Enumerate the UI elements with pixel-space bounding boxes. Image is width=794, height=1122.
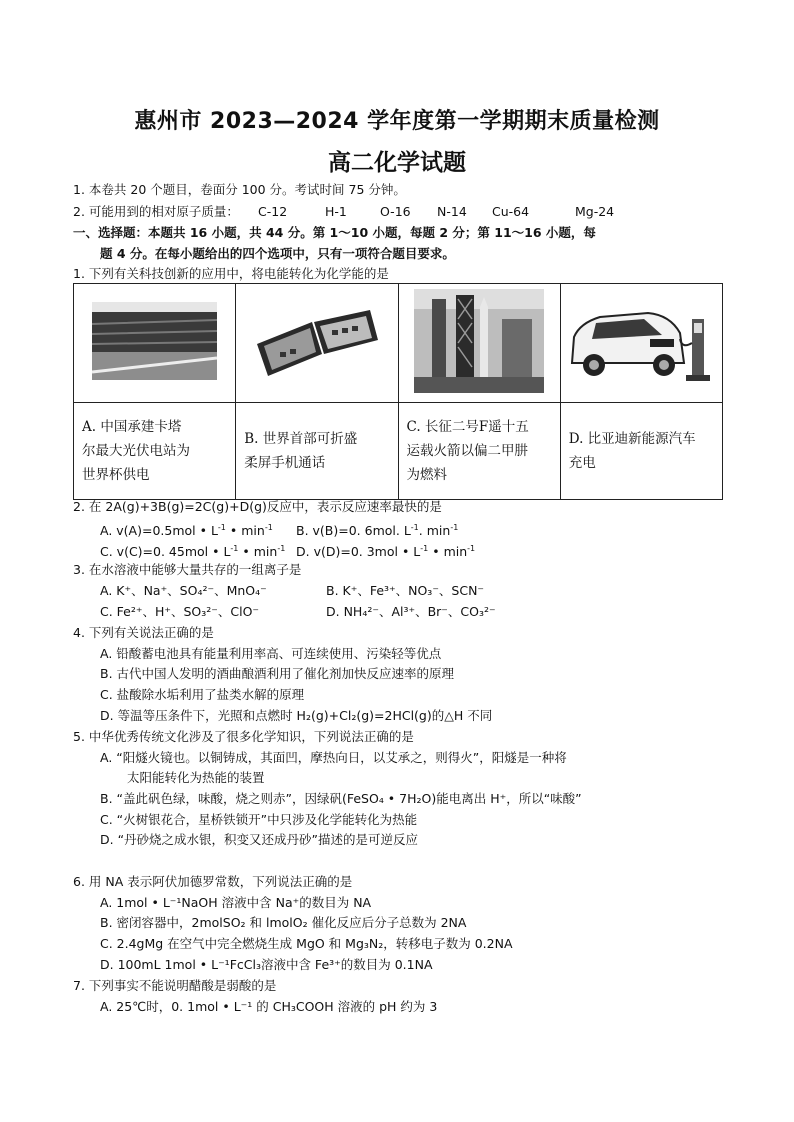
section-heading-line1: 一、选择题：本题共 16 小题，共 44 分。第 1～10 小题，每题 2 分；第 11～16 小题，每: [73, 225, 596, 240]
q3-option-c: C. Fe²⁺、H⁺、SO₃²⁻、ClO⁻: [100, 604, 260, 619]
q5-option-b: B. “盖此矾色绿，味酸，烧之则赤”，因绿矾(FeSO₄ • 7H₂O)能电离出 H⁺，所以“味酸”: [100, 791, 582, 806]
q2-option-a-exp1: -1: [217, 523, 226, 532]
q2-option-a-unit: • min: [225, 523, 265, 539]
q2-option-c: [100, 540, 285, 561]
mass-c: C-12: [258, 204, 288, 219]
q5-option-c: C. “火树银花合，星桥铁锁开”中只涉及化学能转化为热能: [100, 812, 418, 827]
q1-option-c-line1: C. 长征二号F遥十五: [406, 419, 529, 435]
q2-option-b-exp2: -1: [450, 523, 459, 532]
q1-option-a: [74, 403, 236, 500]
q3-option-a: A. K⁺、Na⁺、SO₄²⁻、MnO₄⁻: [100, 583, 267, 598]
mass-h: H-1: [325, 204, 347, 219]
exam-subtitle: 高二化学试题: [328, 150, 466, 176]
q2-option-c-text: C. v(C)=0. 45mol • L: [100, 544, 231, 560]
q1-option-d: [560, 403, 722, 500]
q5-option-a-line1: A. “阳燧火镜也。以铜铸成，其面凹，摩热向日，以艾承之，则得火”，阳燧是一种将: [100, 750, 567, 765]
q2-option-b: [296, 519, 458, 540]
q2-option-b-text: B. v(B)=0. 6mol. L: [296, 523, 411, 539]
q2-option-d-exp1: -1: [420, 544, 429, 553]
q2-option-b-unit: . min: [418, 523, 451, 539]
q1-image-c: [398, 284, 560, 403]
q2-option-a: [100, 519, 273, 540]
q1-option-a-line3: 世界杯供电: [82, 467, 150, 483]
q4-option-a: A. 铅酸蓄电池具有能量利用率高、可连续使用、污染轻等优点: [100, 646, 442, 661]
section-heading-line2: 题 4 分。在每小题给出的四个选项中，只有一项符合题目要求。: [100, 246, 455, 261]
solar-field-image: [92, 302, 217, 380]
q1-option-b-line2: 柔屏手机通话: [244, 455, 326, 471]
q4-option-d: D. 等温等压条件下，光照和点燃时 H₂(g)+Cl₂(g)=2HCl(g)的△H 不同: [100, 708, 493, 723]
q2-stem: 2. 在 2A(g)+3B(g)=2C(g)+D(g)反应中，表示反应速率最快的是: [73, 499, 442, 514]
q1-option-a-line2: 尔最大光伏电站为: [82, 443, 190, 459]
foldable-phone-image: [252, 304, 382, 378]
q4-option-b: B. 古代中国人发明的酒曲酿酒利用了催化剂加快反应速率的原理: [100, 666, 455, 681]
mass-n: N-14: [437, 204, 467, 219]
q1-option-d-line2: 充电: [568, 455, 596, 471]
q1-option-c-line3: 为燃料: [406, 467, 447, 483]
q4-option-c: C. 盐酸除水垢利用了盐类水解的原理: [100, 687, 305, 702]
q2-option-d-exp2: -1: [467, 544, 476, 553]
q1-option-a-line1: A. 中国承建卡塔: [82, 419, 182, 435]
q5-option-a-line2: 太阳能转化为热能的装置: [127, 770, 265, 785]
q2-option-d: [296, 540, 475, 561]
q2-option-a-exp2: -1: [264, 523, 273, 532]
q3-stem: 3. 在水溶液中能够大量共存的一组离子是: [73, 562, 302, 577]
mass-cu: Cu-64: [492, 204, 530, 219]
q1-image-a: [74, 284, 236, 403]
q6-option-d: D. 100mL 1mol • L⁻¹FcCl₃溶液中含 Fe³⁺的数目为 0.1NA: [100, 957, 433, 972]
q5-stem: 5. 中华优秀传统文化涉及了很多化学知识，下列说法正确的是: [73, 729, 414, 744]
rocket-launch-image: [414, 289, 544, 393]
q2-option-d-text: D. v(D)=0. 3mol • L: [296, 544, 421, 560]
ev-charging-image: [566, 293, 716, 389]
q2-option-c-exp1: -1: [230, 544, 239, 553]
q3-option-d: D. NH₄²⁻、Al³⁺、Br⁻、CO₃²⁻: [326, 604, 496, 619]
mass-mg: Mg-24: [575, 204, 615, 219]
q1-option-table: [73, 283, 723, 500]
exam-title: 惠州市 2023—2024 学年度第一学期期末质量检测: [134, 109, 660, 134]
instruction-2: 2. 可能用到的相对原子质量：: [73, 204, 239, 219]
mass-o: O-16: [380, 204, 411, 219]
q1-option-d-line1: D. 比亚迪新能源汽车: [568, 431, 696, 447]
q7-option-a: A. 25℃时，0. 1mol • L⁻¹ 的 CH₃COOH 溶液的 pH 约为 3: [100, 999, 438, 1014]
q2-option-a-text: A. v(A)=0.5mol • L: [100, 523, 218, 539]
q1-option-c: [398, 403, 560, 500]
q1-option-b: [236, 403, 398, 500]
q2-option-c-exp2: -1: [277, 544, 286, 553]
q1-image-b: [236, 284, 398, 403]
q2-option-c-unit: • min: [238, 544, 278, 560]
q1-option-b-line1: B. 世界首部可折盛: [244, 431, 358, 447]
q5-option-d: D. “丹砂烧之成水银，积变又还成丹砂”描述的是可逆反应: [100, 832, 419, 847]
q2-option-d-unit: • min: [428, 544, 468, 560]
q6-option-a: A. 1mol • L⁻¹NaOH 溶液中含 Na⁺的数目为 NA: [100, 895, 372, 910]
q6-option-c: C. 2.4gMg 在空气中完全燃烧生成 MgO 和 Mg₃N₂，转移电子数为 0.2NA: [100, 936, 513, 951]
q1-stem: 1. 下列有关科技创新的应用中，将电能转化为化学能的是: [73, 266, 389, 281]
q1-image-d: [560, 284, 722, 403]
q6-option-b: B. 密闭容器中，2molSO₂ 和 lmolO₂ 催化反应后分子总数为 2NA: [100, 915, 467, 930]
q3-option-b: B. K⁺、Fe³⁺、NO₃⁻、SCN⁻: [326, 583, 485, 598]
q2-option-b-exp1: -1: [410, 523, 419, 532]
q7-stem: 7. 下列事实不能说明醋酸是弱酸的是: [73, 978, 277, 993]
q1-option-c-line2: 运载火箭以偏二甲肼: [406, 443, 528, 459]
q4-stem: 4. 下列有关说法正确的是: [73, 625, 214, 640]
q6-stem: 6. 用 NA 表示阿伏加德罗常数，下列说法正确的是: [73, 874, 353, 889]
instruction-1: 1. 本卷共 20 个题目，卷面分 100 分。考试时间 75 分钟。: [73, 182, 406, 197]
